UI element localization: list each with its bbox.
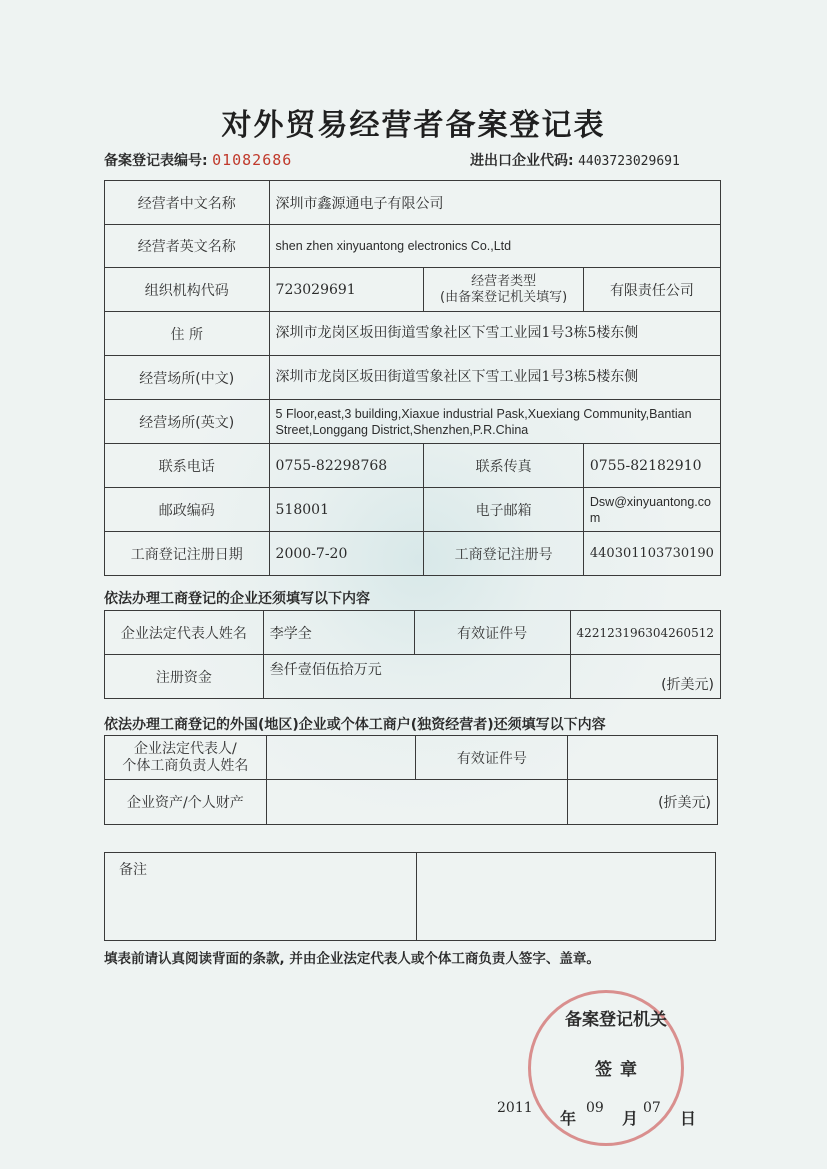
date-month: 09: [586, 1100, 604, 1116]
foreign-rep-label: [105, 736, 267, 780]
reg-no-label: 工商登记注册号: [424, 532, 584, 576]
phone-value: 0755-82298768: [269, 444, 424, 488]
fax-value: 0755-82182910: [583, 444, 720, 488]
day-label: 日: [680, 1109, 697, 1128]
authority-label: 备案登记机关: [565, 1010, 667, 1030]
year-label: 年: [560, 1109, 577, 1128]
assets-label: 企业资产/个人财产: [105, 780, 267, 825]
reg-date-label: 工商登记注册日期: [105, 532, 270, 576]
table-row: [105, 444, 721, 488]
date-day: 07: [643, 1100, 661, 1116]
sign-seal-label: 签章: [595, 1060, 645, 1080]
foreign-id-value: [568, 736, 718, 780]
en-name-value: shen zhen xinyuantong electronics Co.,Ltd: [269, 225, 720, 268]
section2-table: [104, 735, 718, 825]
form-number-label: 备案登记表编号:: [104, 153, 208, 169]
cn-name-value: 深圳市鑫源通电子有限公司: [269, 181, 720, 225]
section2-heading: 依法办理工商登记的外国(地区)企业或个体工商户(独资经营者)还须填写以下内容: [104, 717, 606, 733]
org-code-label: 组织机构代码: [105, 268, 270, 312]
en-name-label: 经营者英文名称: [105, 225, 270, 268]
table-row: [105, 181, 721, 225]
rep-name-value: 李学全: [263, 611, 414, 655]
trade-code: [470, 150, 680, 170]
operator-type-label-line1: 经营者类型: [471, 273, 537, 289]
assets-usd-label: (折美元): [568, 780, 718, 825]
capital-usd-label: (折美元): [570, 655, 720, 699]
id-label: 有效证件号: [414, 611, 570, 655]
capital-label: 注册资金: [105, 655, 264, 699]
foreign-id-label: 有效证件号: [416, 736, 568, 780]
month-label: 月: [622, 1109, 639, 1128]
foreign-rep-label-line1: 企业法定代表人/: [134, 740, 237, 757]
table-row: [105, 655, 721, 699]
table-row: [105, 312, 721, 356]
trade-code-label: 进出口企业代码:: [470, 153, 574, 169]
table-row: [105, 853, 716, 941]
operator-type-value: 有限责任公司: [583, 268, 720, 312]
email-value: Dsw@xinyuantong.com: [583, 488, 720, 532]
trade-code-value: 4403723029691: [578, 154, 680, 169]
reg-no-value: 440301103730190: [583, 532, 720, 576]
footer-note: 填表前请认真阅读背面的条款, 并由企业法定代表人或个体工商负责人签字、盖章。: [104, 951, 600, 967]
table-row: [105, 268, 721, 312]
address-label: 住 所: [105, 312, 270, 356]
form-number: [104, 150, 292, 170]
postcode-value: 518001: [269, 488, 424, 532]
reg-date-value: 2000-7-20: [269, 532, 424, 576]
fax-label: 联系传真: [424, 444, 584, 488]
remarks-label: 备注: [105, 853, 417, 941]
table-row: [105, 532, 721, 576]
site-cn-label: 经营场所(中文): [105, 356, 270, 400]
site-cn-value: 深圳市龙岗区坂田街道雪象社区下雪工业园1号3栋5楼东侧: [269, 356, 720, 400]
table-row: [105, 225, 721, 268]
email-label: 电子邮箱: [424, 488, 584, 532]
date-year: 2011: [497, 1100, 533, 1116]
phone-label: 联系电话: [105, 444, 270, 488]
assets-value: [266, 780, 567, 825]
capital-value: 叁仟壹佰伍拾万元: [263, 655, 570, 699]
form-number-value: 01082686: [212, 151, 293, 169]
operator-type-label-line2: (由备案登记机关填写): [440, 289, 568, 305]
table-row: [105, 356, 721, 400]
foreign-rep-label-line2: 个体工商负责人姓名: [122, 757, 249, 774]
form-title: 对外贸易经营者备案登记表: [221, 108, 606, 143]
postcode-label: 邮政编码: [105, 488, 270, 532]
foreign-rep-value: [266, 736, 416, 780]
remarks-table: [104, 852, 716, 941]
table-row: [105, 736, 718, 780]
id-value: 422123196304260512: [570, 611, 720, 655]
table-row: [105, 400, 721, 444]
site-en-value: 5 Floor,east,3 building,Xiaxue industrial Pask,Xuexiang Community,Bantian Street,Longgang District,Shenzhen,P.R.China: [269, 400, 720, 444]
section1-heading: 依法办理工商登记的企业还须填写以下内容: [104, 591, 370, 607]
remarks-value: [416, 853, 715, 941]
rep-name-label: 企业法定代表人姓名: [105, 611, 264, 655]
table-row: [105, 611, 721, 655]
operator-type-label: [424, 268, 584, 312]
section1-table: [104, 610, 721, 699]
site-en-label: 经营场所(英文): [105, 400, 270, 444]
cn-name-label: 经营者中文名称: [105, 181, 270, 225]
org-code-value: 723029691: [269, 268, 424, 312]
address-value: 深圳市龙岗区坂田街道雪象社区下雪工业园1号3栋5楼东侧: [269, 312, 720, 356]
table-row: [105, 488, 721, 532]
table-row: [105, 780, 718, 825]
main-table: [104, 180, 721, 576]
